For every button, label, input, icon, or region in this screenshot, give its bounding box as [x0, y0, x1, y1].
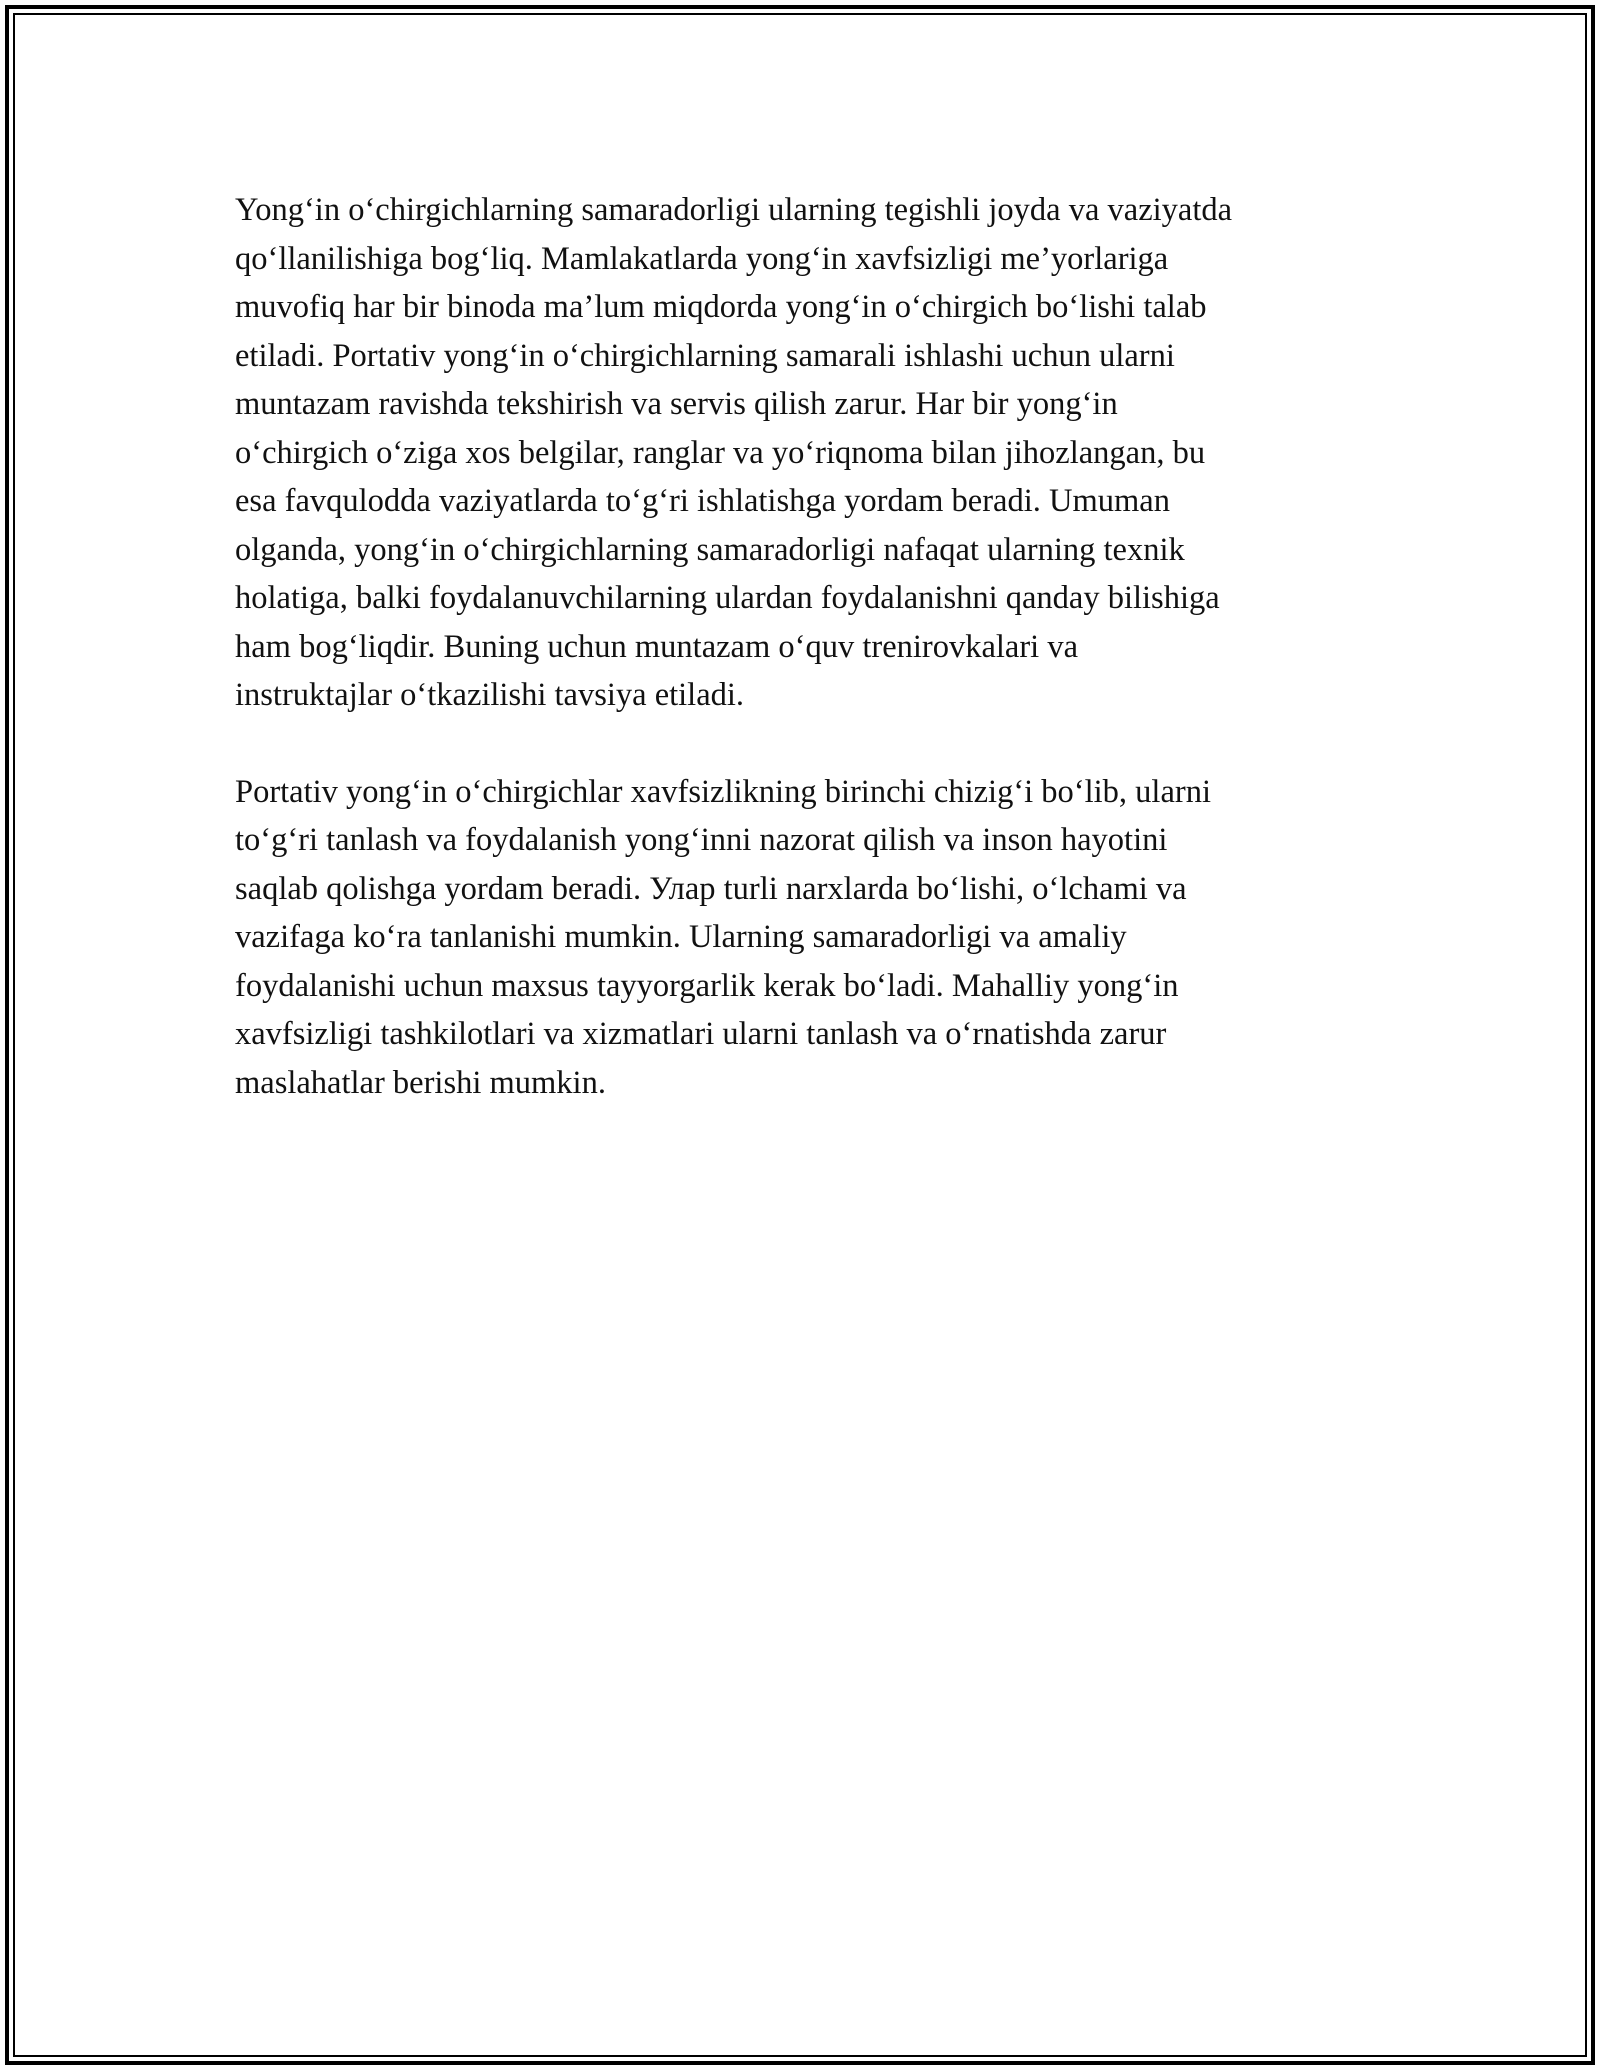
paragraph-line: esa favqulodda vaziyatlarda to‘g‘ri ishlatishga yordam beradi. Umuman	[235, 483, 1170, 519]
paragraph-line: maslahatlar berishi mumkin.	[235, 1064, 606, 1101]
paragraph-line: xavfsizligi tashkilotlari va xizmatlari ularni tanlash va o‘rnatishda zarur	[235, 1016, 1167, 1052]
paragraph-line: etiladi. Portativ yong‘in o‘chirgichlarning samarali ishlashi uchun ularni	[235, 337, 1175, 374]
paragraph-line: qo‘llanilishiga bog‘liq. Mamlakatlarda yong‘in xavfsizligi me’yorlariga	[235, 240, 1169, 277]
paragraph-line: instruktajlar o‘tkazilishi tavsiya etiladi.	[235, 677, 745, 713]
document-body	[235, 186, 1395, 1107]
paragraph-line: muntazam ravishda tekshirish va servis qilish zarur. Har bir yong‘in	[235, 386, 1118, 422]
paragraph-line: o‘chirgich o‘ziga xos belgilar, ranglar va yo‘riqnoma bilan jihozlangan, bu	[235, 434, 1206, 471]
paragraph-spacer	[235, 720, 1395, 768]
paragraph-line: ham bog‘liqdir. Buning uchun muntazam o‘quv trenirovkalari va	[235, 628, 1079, 665]
paragraph-line: muvofiq har bir binoda ma’lum miqdorda yong‘in o‘chirgich bo‘lishi talab	[235, 289, 1207, 325]
paragraph-line: saqlab qolishga yordam beradi. Улар turli narxlarda bo‘lishi, o‘lchami va	[235, 870, 1187, 907]
paragraph-line: vazifaga ko‘ra tanlanishi mumkin. Ularning samaradorligi va amaliy	[235, 919, 1127, 955]
paragraph-line: Yong‘in o‘chirgichlarning samaradorligi ularning tegishli joyda va vaziyatda	[235, 192, 1233, 228]
paragraph-line: holatiga, balki foydalanuvchilarning ulardan foydalanishni qanday bilishiga	[235, 580, 1220, 616]
paragraph-line: olganda, yong‘in o‘chirgichlarning samaradorligi nafaqat ularning texnik	[235, 531, 1185, 568]
paragraph-line: foydalanishi uchun maxsus tayyorgarlik kerak bo‘ladi. Mahalliy yong‘in	[235, 967, 1179, 1004]
paragraph-line: to‘g‘ri tanlash va foydalanish yong‘inni nazorat qilish va inson hayotini	[235, 822, 1168, 858]
paragraph-2	[235, 768, 1395, 1108]
paragraph-1	[235, 186, 1395, 720]
paragraph-line: Portativ yong‘in o‘chirgichlar xavfsizlikning birinchi chizig‘i bo‘lib, ularni	[235, 773, 1211, 810]
